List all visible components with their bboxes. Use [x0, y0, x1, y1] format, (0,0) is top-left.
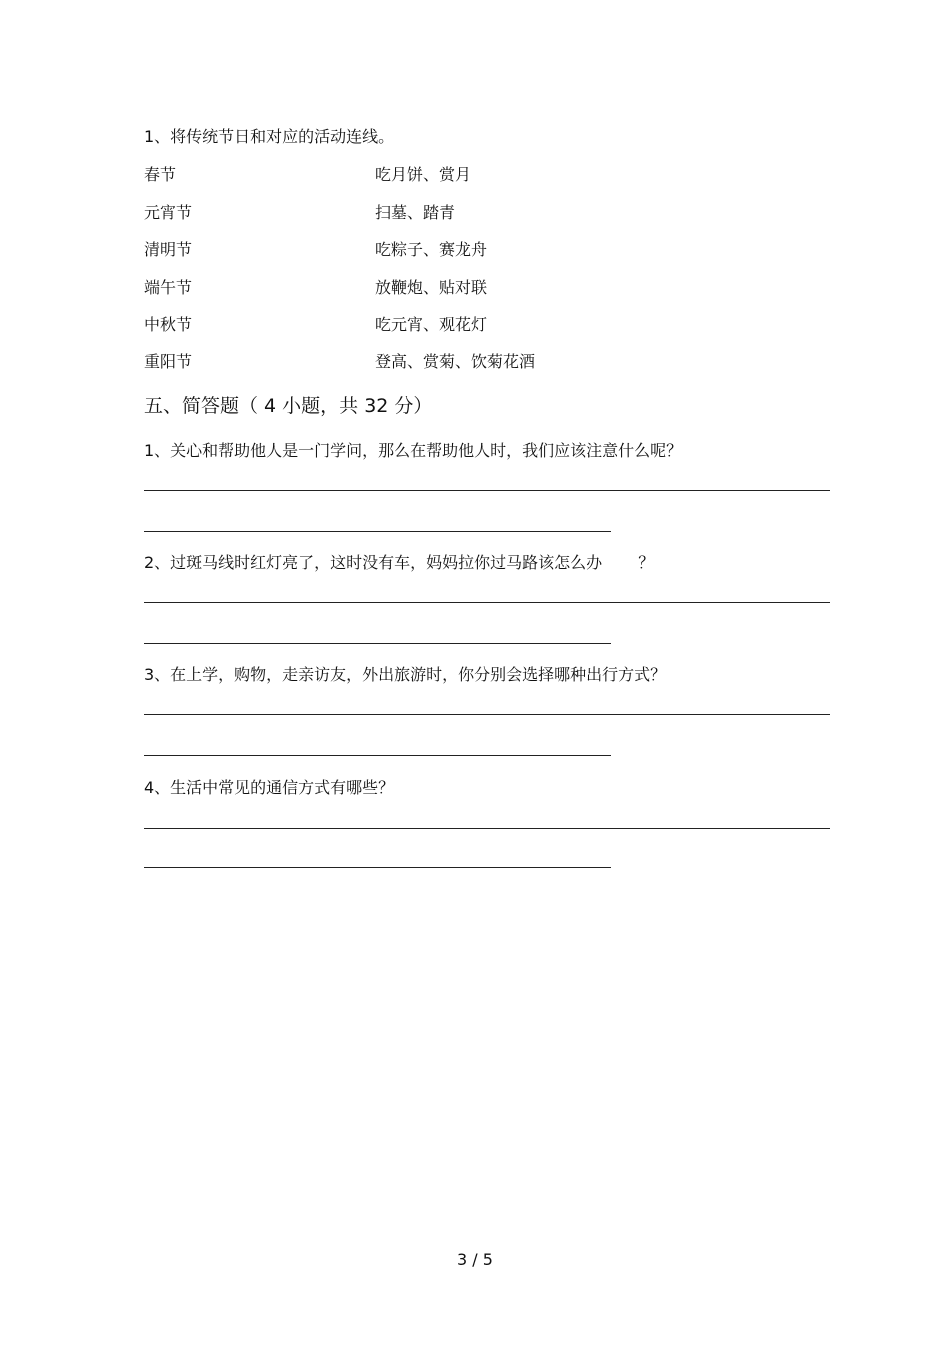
answer-line[interactable]	[144, 714, 830, 715]
answer-line[interactable]	[144, 531, 611, 532]
festival-name: 元宵节	[144, 203, 193, 222]
question-text: 2、过斑马线时红灯亮了，这时没有车，妈妈拉你过马路该怎么办	[144, 553, 603, 572]
matching-row	[144, 237, 644, 261]
festival-name: 中秋节	[144, 315, 193, 334]
short-answer-question	[144, 550, 654, 573]
question-text: 3、在上学，购物，走亲访友，外出旅游时，你分别会选择哪种出行方式？	[144, 665, 667, 684]
answer-line[interactable]	[144, 643, 611, 644]
answer-line[interactable]	[144, 755, 611, 756]
answer-line[interactable]	[144, 602, 830, 603]
festival-activity: 吃粽子、赛龙舟	[375, 240, 488, 259]
festival-activity: 吃元宵、观花灯	[375, 315, 488, 334]
question-text: 1、关心和帮助他人是一门学问，那么在帮助他人时，我们应该注意什么呢？	[144, 441, 683, 460]
short-answer-question	[144, 438, 682, 461]
matching-row	[144, 312, 644, 336]
short-answer-question	[144, 662, 666, 685]
matching-question-title: 1、将传统节日和对应的活动连线。	[144, 127, 395, 146]
festival-activity: 吃月饼、赏月	[375, 165, 472, 184]
answer-line[interactable]	[144, 828, 830, 829]
matching-row	[144, 275, 644, 299]
matching-row	[144, 162, 644, 186]
matching-row	[144, 349, 644, 373]
festival-name: 春节	[144, 165, 177, 184]
short-answer-question	[144, 775, 394, 798]
festival-name: 重阳节	[144, 352, 193, 371]
page-number: 3 / 5	[457, 1250, 493, 1269]
answer-line[interactable]	[144, 490, 830, 491]
answer-line[interactable]	[144, 867, 611, 868]
festival-activity: 登高、赏菊、饮菊花酒	[375, 352, 536, 371]
festival-name: 端午节	[144, 278, 193, 297]
matching-row	[144, 200, 644, 224]
festival-name: 清明节	[144, 240, 193, 259]
section-heading: 五、简答题（ 4 小题，共 32 分）	[144, 395, 433, 417]
question-mark: ？	[638, 553, 655, 572]
question-text: 4、生活中常见的通信方式有哪些？	[144, 778, 395, 797]
festival-activity: 扫墓、踏青	[375, 203, 456, 222]
festival-activity: 放鞭炮、贴对联	[375, 278, 488, 297]
